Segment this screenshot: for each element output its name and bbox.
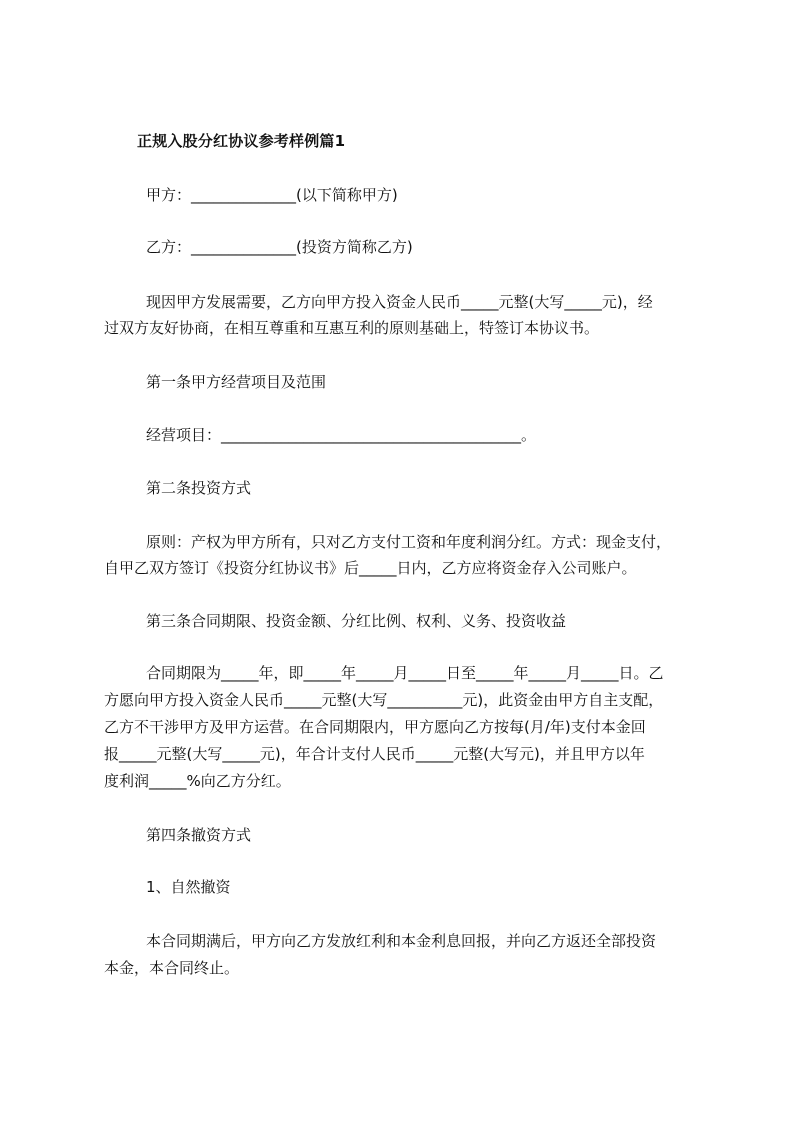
party-a-line: 甲方：______________(以下简称甲方) <box>146 186 398 204</box>
article4-body-line-2: 本金，本合同终止。 <box>104 959 240 977</box>
article1-body: 经营项目：________________________________________。 <box>146 426 537 444</box>
document-title: 正规入股分红协议参考样例篇1 <box>137 132 346 150</box>
intro-line-1: 现因甲方发展需要，乙方向甲方投入资金人民币_____元整(大写_____元)，经 <box>146 293 653 311</box>
article3-body-line-3: 乙方不干涉甲方及甲方运营。在合同期限内，甲方愿向乙方按每(月/年)支付本金回 <box>104 718 646 736</box>
party-b-line: 乙方：______________(投资方简称乙方) <box>146 238 413 256</box>
article4-item-1: 1、自然撤资 <box>146 878 231 896</box>
article2-body-line-1: 原则：产权为甲方所有，只对乙方支付工资和年度利润分红。方式：现金支付， <box>146 533 672 551</box>
intro-line-2: 过双方友好协商，在相互尊重和互惠互利的原则基础上，特签订本协议书。 <box>104 319 600 337</box>
article2-body-line-2: 自甲乙双方签订《投资分红协议书》后_____日内，乙方应将资金存入公司账户。 <box>104 559 637 577</box>
article3-body-line-1: 合同期限为_____年，即_____年_____月_____日至_____年_____月_____日。乙 <box>146 664 664 682</box>
article4-heading: 第四条撤资方式 <box>146 826 252 844</box>
article3-body-line-5: 度利润_____%向乙方分红。 <box>104 772 291 790</box>
article3-heading: 第三条合同期限、投资金额、分红比例、权利、义务、投资收益 <box>146 612 567 630</box>
article3-body-line-2: 方愿向甲方投入资金人民币_____元整(大写__________元)，此资金由甲方自主支配， <box>104 691 664 709</box>
article2-heading: 第二条投资方式 <box>146 479 252 497</box>
article1-heading: 第一条甲方经营项目及范围 <box>146 373 327 391</box>
article3-body-line-4: 报_____元整(大写_____元)，年合计支付人民币_____元整(大写元)，并且甲方以年 <box>104 745 645 763</box>
article4-body-line-1: 本合同期满后，甲方向乙方发放红利和本金利息回报，并向乙方返还全部投资 <box>146 932 657 950</box>
